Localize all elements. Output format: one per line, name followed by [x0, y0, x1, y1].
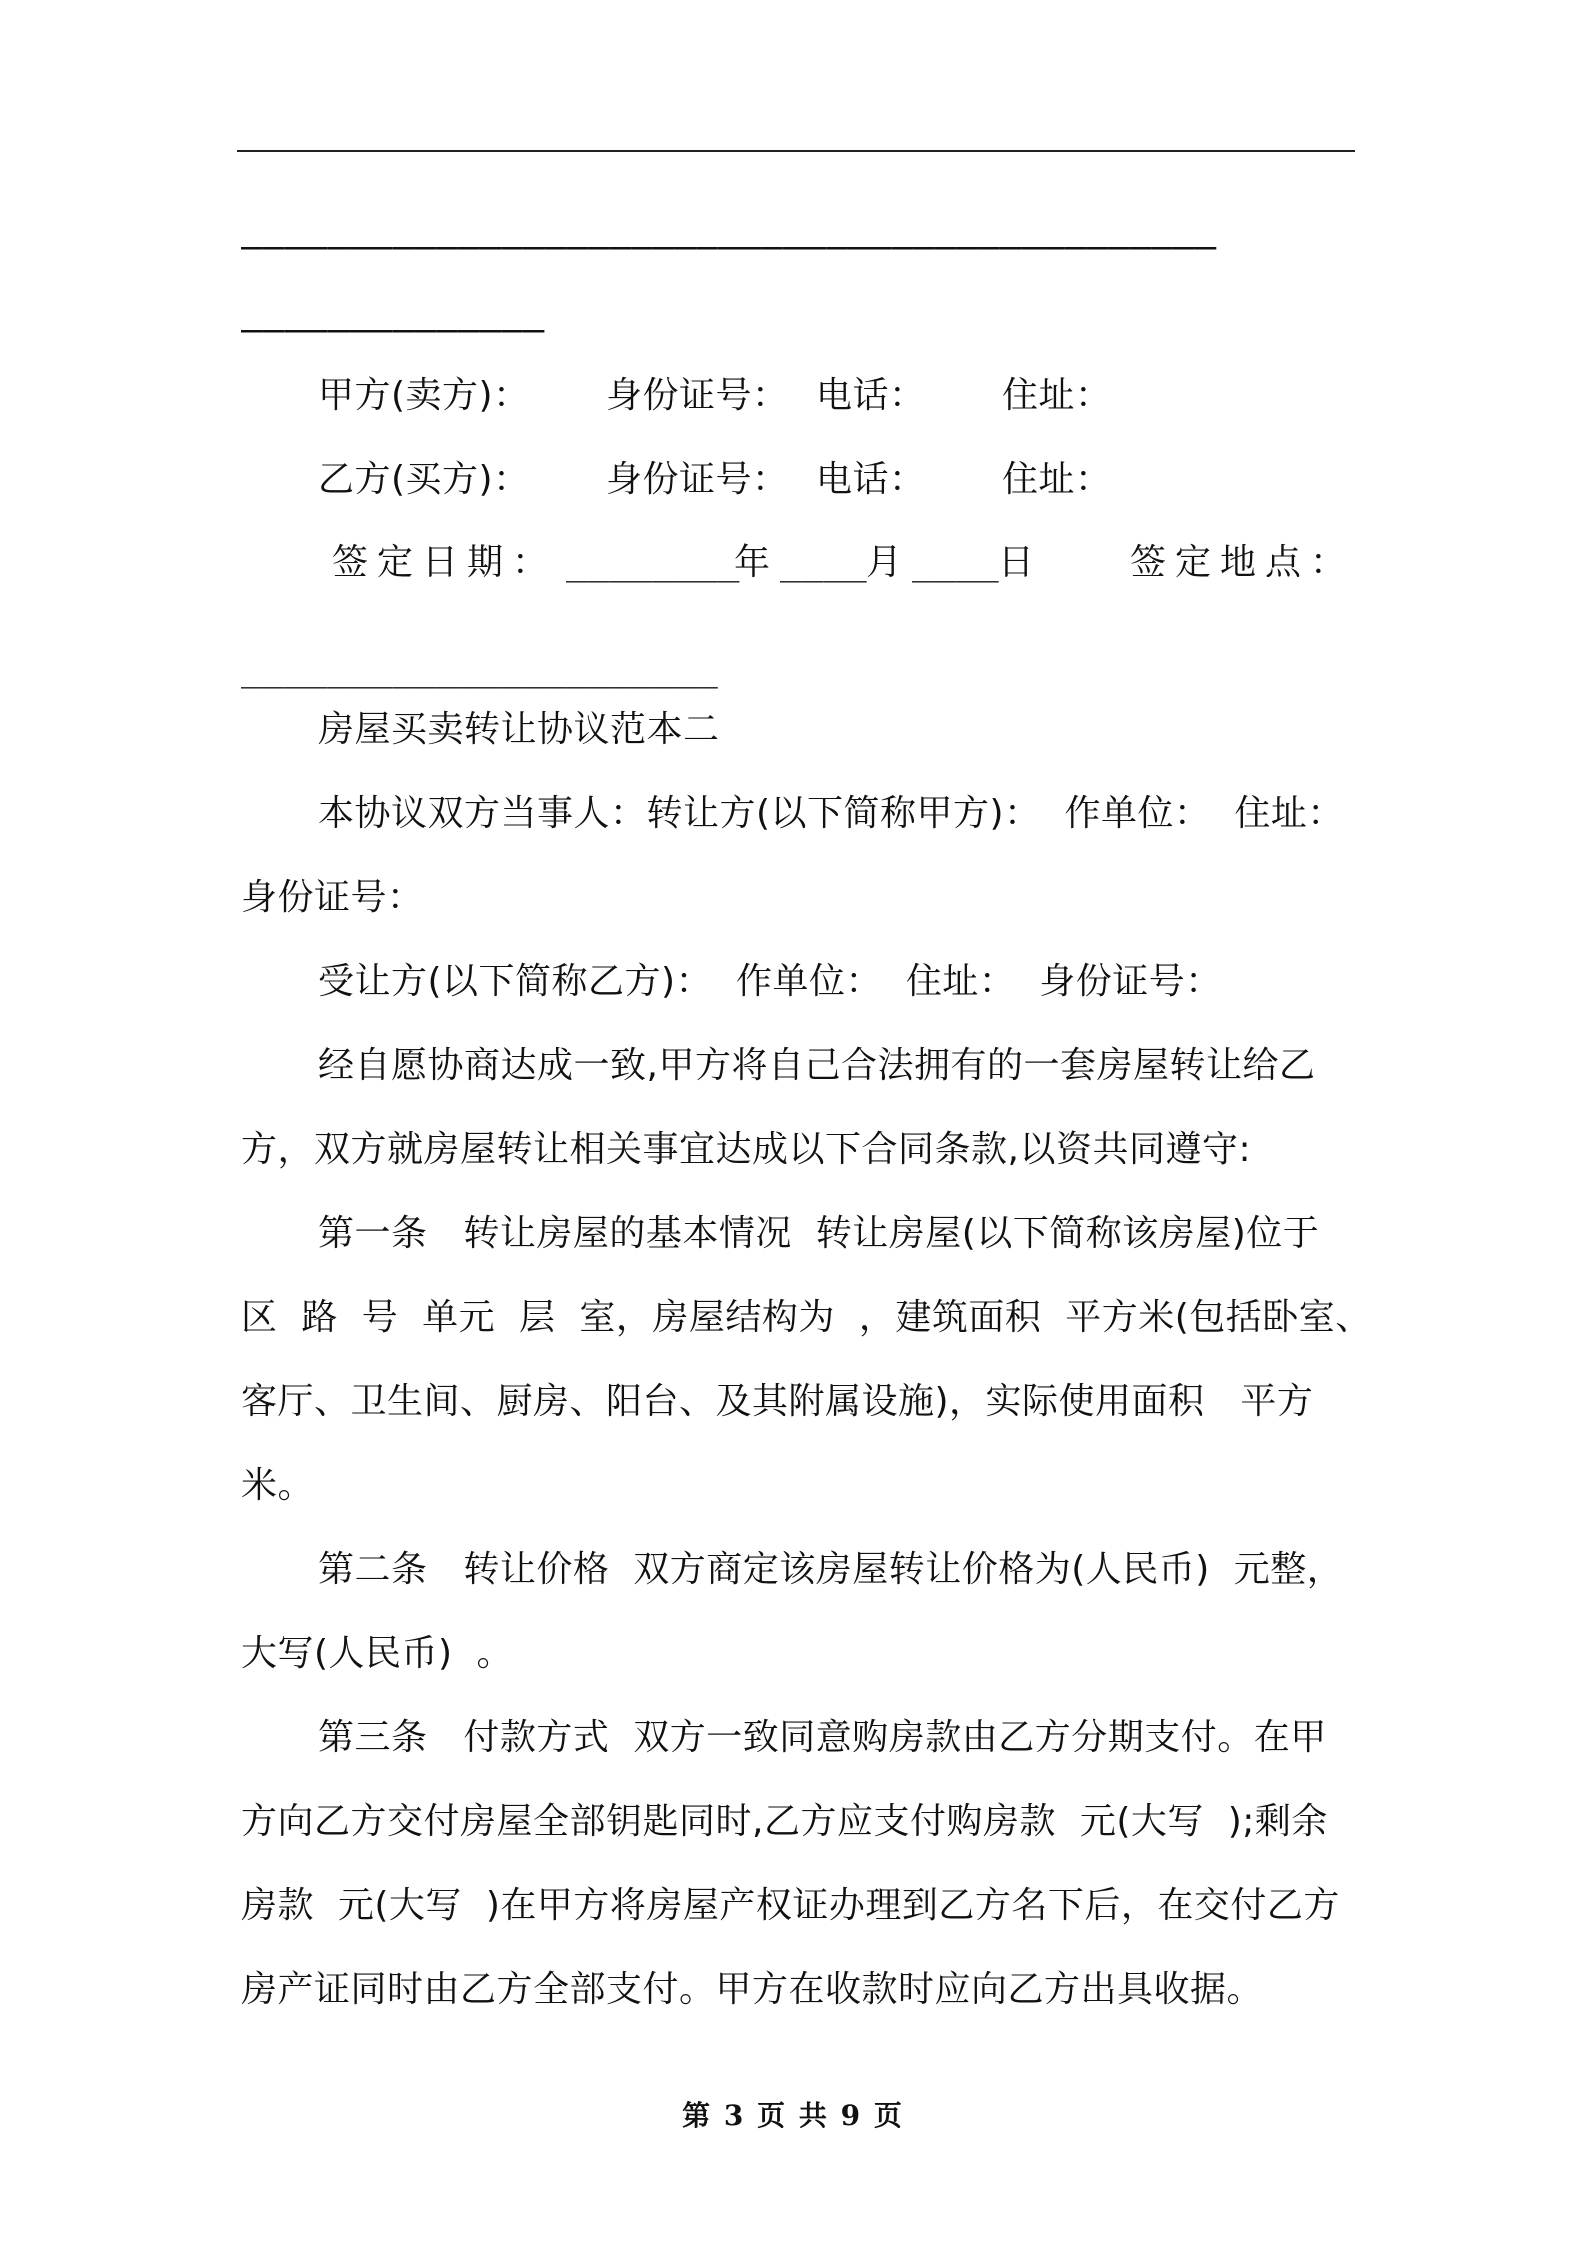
article-3-line: 房款 元(大写 )在甲方将房屋产权证办理到乙方名下后，在交付乙方: [241, 1885, 1340, 1926]
month-blank: ____: [780, 542, 867, 583]
party-b-id-label: 身份证号：: [606, 459, 789, 500]
sign-place-label: 签定地点：: [1130, 542, 1356, 583]
template-title: 房屋买卖转让协议范本二: [318, 709, 720, 750]
article-2-line: 大写(人民币) 。: [241, 1633, 513, 1674]
party-a-id-label: 身份证号：: [606, 375, 789, 416]
party-a-role: 甲方(卖方)：: [318, 375, 530, 416]
article-3-line: 第三条 付款方式 双方一致同意购房款由乙方分期支付。在甲: [318, 1717, 1327, 1758]
paragraph-line: 方，双方就房屋转让相关事宜达成以下合同条款,以资共同遵守:: [241, 1129, 1252, 1170]
month-char: 月: [866, 542, 903, 583]
article-1-line: 第一条 转让房屋的基本情况 转让房屋(以下简称该房屋)位于: [318, 1213, 1320, 1254]
party-b-phone-label: 电话：: [816, 459, 926, 500]
party-b-address-label: 住址：: [1002, 459, 1112, 500]
paragraph-line: 经自愿协商达成一致,甲方将自己合法拥有的一套房屋转让给乙: [318, 1045, 1316, 1086]
article-1-line: 区 路 号 单元 层 室，房屋结构为 ，建筑面积 平方米(包括卧室、: [241, 1297, 1372, 1338]
blank-line: ——————————————: [241, 309, 545, 350]
article-3-line: 房产证同时由乙方全部支付。甲方在收款时应向乙方出具收据。: [241, 1969, 1264, 2010]
article-1-line: 米。: [241, 1465, 315, 1506]
party-b-role: 乙方(买方)：: [318, 459, 530, 500]
blank-line: ______________________: [241, 648, 718, 689]
header-rule: [237, 150, 1355, 152]
article-3-line: 方向乙方交付房屋全部钥匙同时,乙方应支付购房款 元(大写 );剩余: [241, 1801, 1328, 1842]
year-blank: ________: [566, 542, 740, 583]
sign-date-label: 签定日期：: [332, 542, 558, 583]
party-a-address-label: 住址：: [1002, 375, 1112, 416]
article-1-line: 客厅、卫生间、厨房、阳台、及其附属设施)，实际使用面积 平方: [241, 1381, 1314, 1422]
year-char: 年: [734, 542, 771, 583]
day-char: 日: [998, 542, 1035, 583]
day-blank: ____: [912, 542, 999, 583]
party-a-phone-label: 电话：: [816, 375, 926, 416]
page-number: 第 3 页 共 9 页: [682, 2099, 904, 2132]
article-2-line: 第二条 转让价格 双方商定该房屋转让价格为(人民币) 元整，: [318, 1549, 1344, 1590]
intro-party-a: 本协议双方当事人：转让方(以下简称甲方)： 作单位： 住址：: [318, 793, 1344, 834]
intro-party-a-cont: 身份证号：: [241, 877, 424, 918]
intro-party-b: 受让方(以下简称乙方)： 作单位： 住址： 身份证号：: [318, 961, 1222, 1002]
blank-line: —————————————————————————————————————————————: [241, 226, 1217, 267]
